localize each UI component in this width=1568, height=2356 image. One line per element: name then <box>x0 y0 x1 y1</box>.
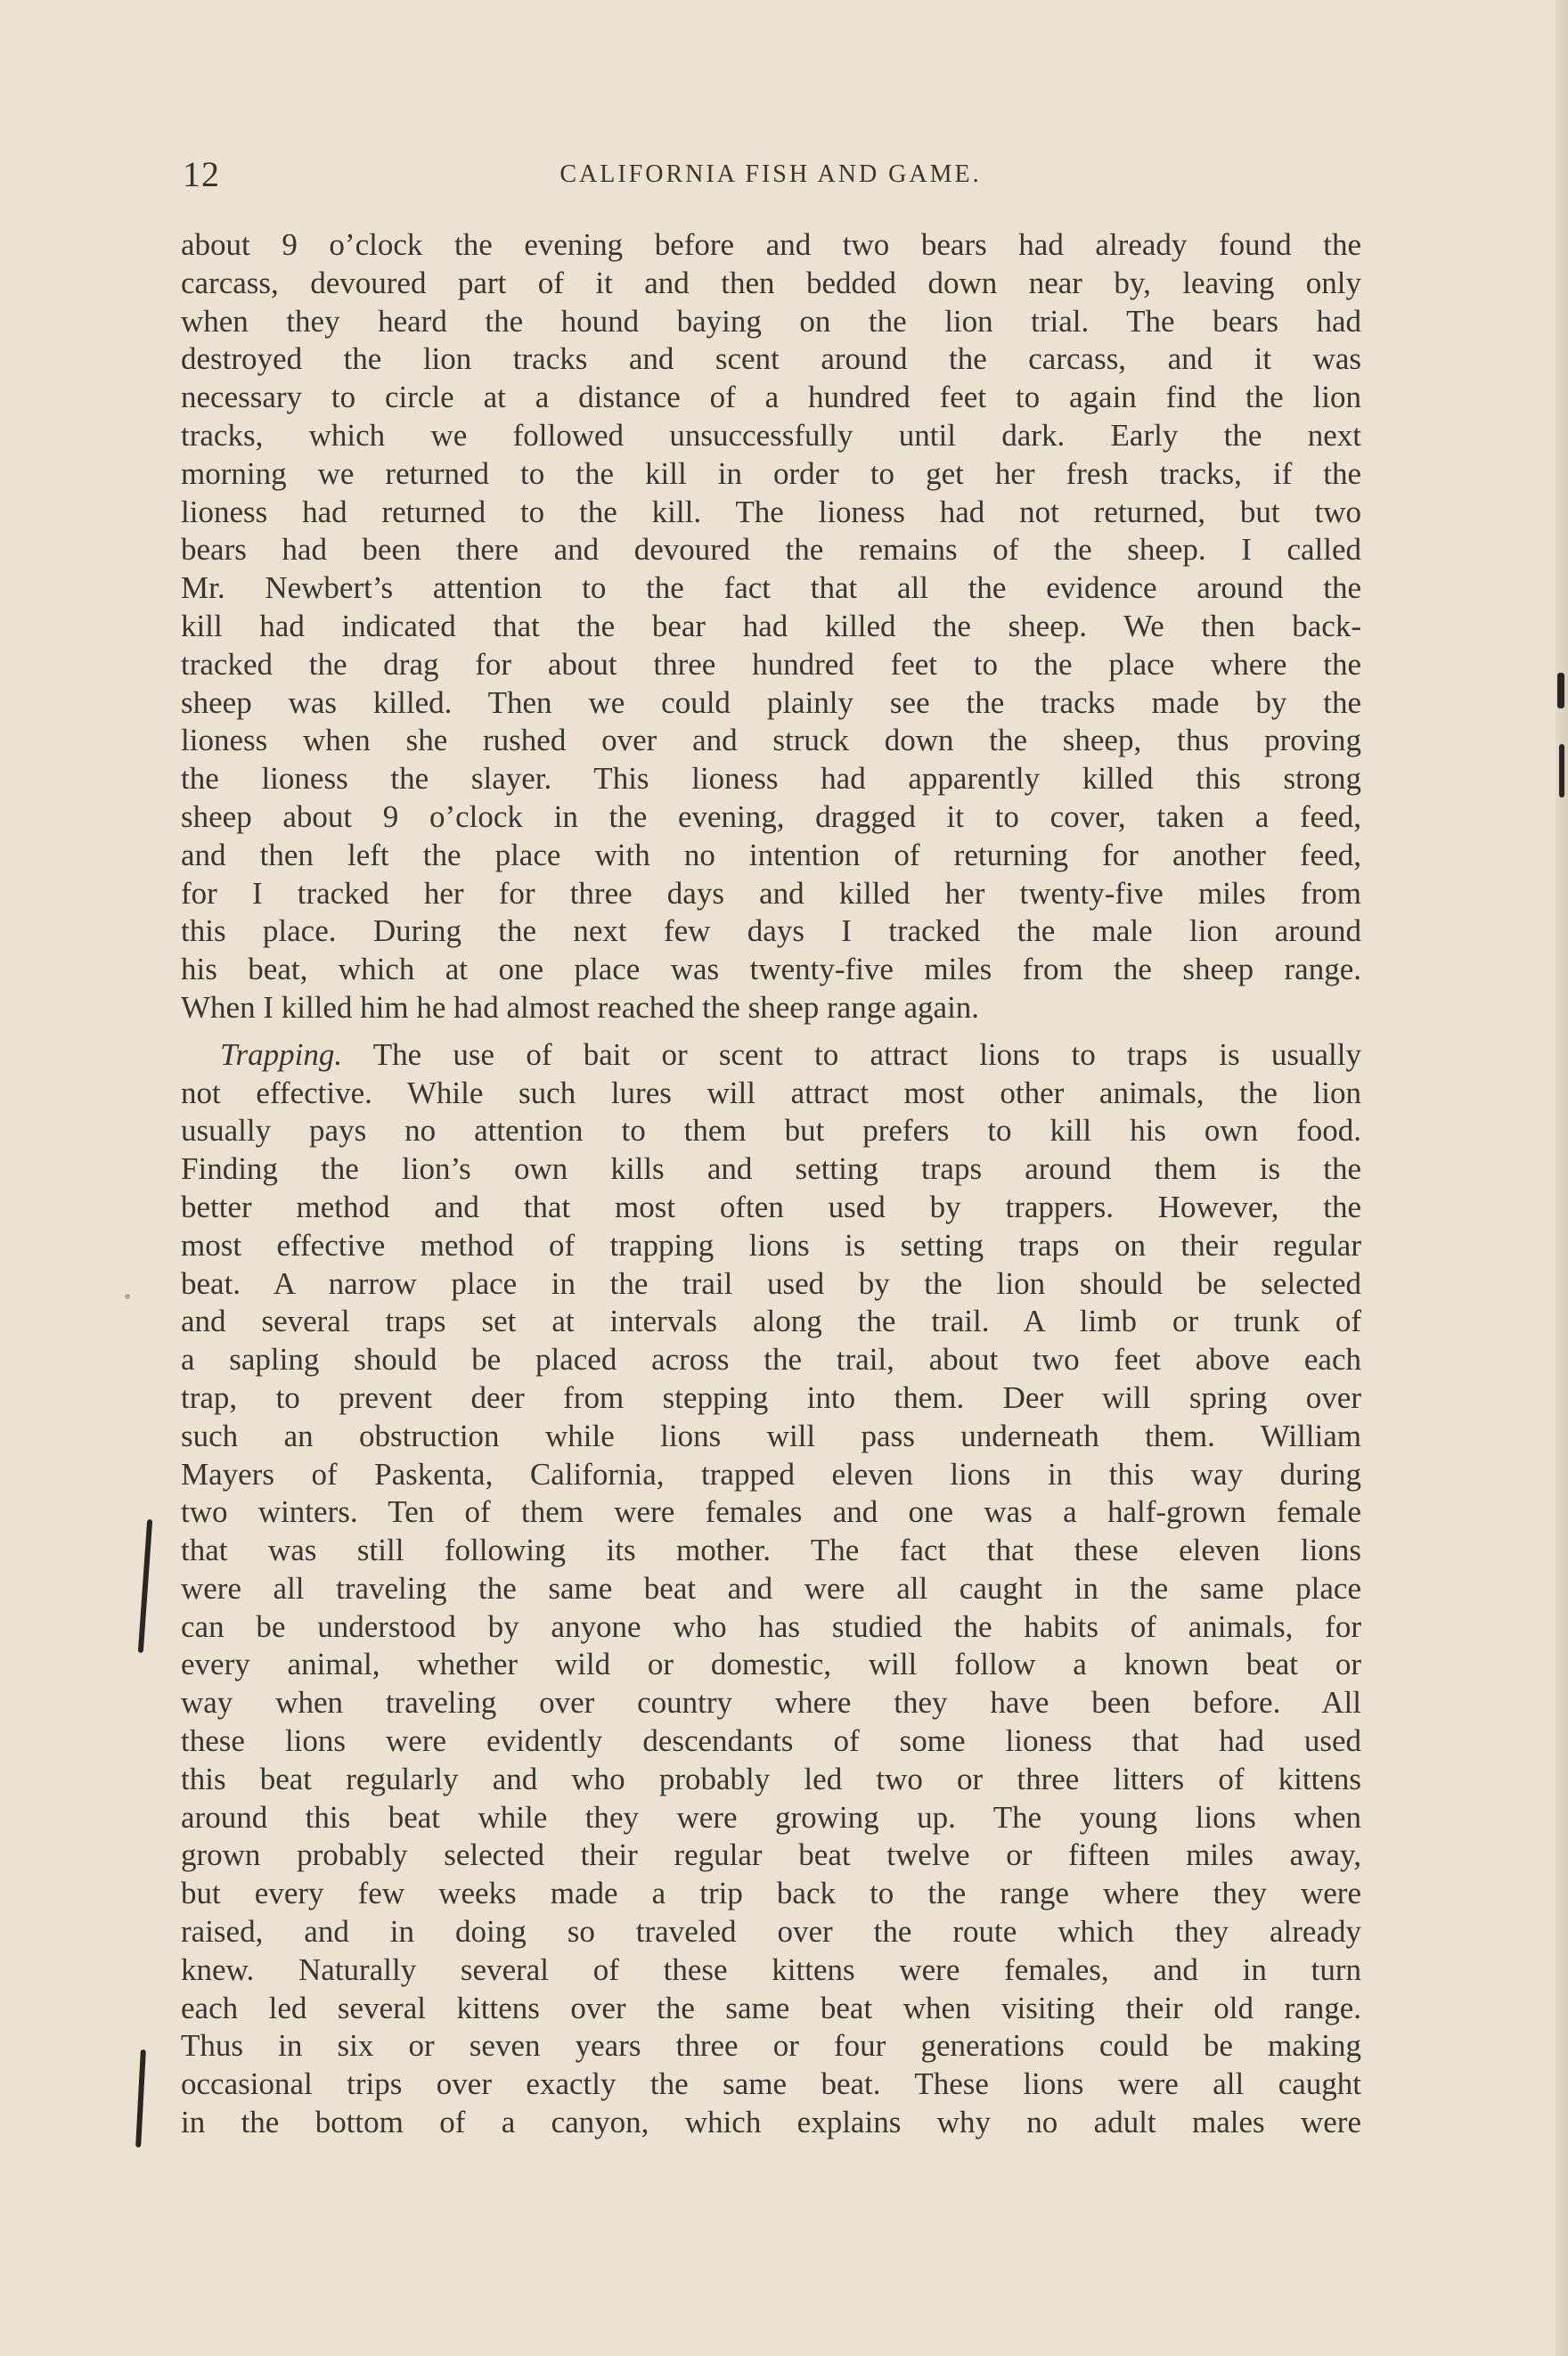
text-line: around this beat while they were growing up. The young lions when <box>181 1799 1361 1835</box>
text-line: raised, and in doing so traveled over the route which they already <box>181 1914 1361 1950</box>
text-line: can be understood by anyone who has studied the habits of animals, for <box>181 1608 1361 1644</box>
page-edge <box>1556 0 1568 2356</box>
text-line: and several traps set at intervals along the trail. A limb or trunk of <box>181 1304 1361 1339</box>
text-line <box>181 1036 1361 1075</box>
text-line: Finding the lion’s own kills and setting traps around them is the <box>181 1151 1361 1187</box>
margin-dot <box>125 1294 130 1299</box>
text-line: sheep about 9 o’clock in the evening, dragged it to cover, taken a feed, <box>181 798 1361 834</box>
text-line: most effective method of trapping lions is setting traps on their regular <box>181 1227 1361 1263</box>
text-line: sheep was killed. Then we could plainly see the tracks made by the <box>181 684 1361 720</box>
text-line: tracks, which we followed unsuccessfully until dark. Early the next <box>181 417 1361 453</box>
page-header <box>183 153 1359 198</box>
running-head: CALIFORNIA FISH AND GAME. <box>559 160 982 188</box>
text-line: morning we returned to the kill in order to get her fresh tracks, if the <box>181 455 1361 491</box>
text-line: way when traveling over country where they have been before. All <box>181 1685 1361 1721</box>
text-line: about 9 o’clock the evening before and two bears had already found the <box>181 227 1361 262</box>
body-text <box>181 226 1361 2142</box>
text-line: Thus in six or seven years three or four generations could be making <box>181 2028 1361 2064</box>
text-line: Mayers of Paskenta, California, trapped eleven lions in this way during <box>181 1456 1361 1492</box>
page-number: 12 <box>183 154 220 194</box>
text-line: his beat, which at one place was twenty-five miles from the sheep range. <box>181 952 1361 987</box>
text-line: this beat regularly and who probably led two or three litters of kittens <box>181 1761 1361 1796</box>
text-line: a sapling should be placed across the trail, about two feet above each <box>181 1342 1361 1378</box>
text-line: when they heard the hound baying on the lion trial. The bears had <box>181 303 1361 339</box>
text-line: better method and that most often used by trappers. However, the <box>181 1189 1361 1224</box>
text-line: lioness had returned to the kill. The lioness had not returned, but two <box>181 494 1361 529</box>
text-line-rest: The use of bait or scent to attract lions to traps is usually <box>372 1036 1361 1072</box>
text-line: grown probably selected their regular beat twelve or fifteen miles away, <box>181 1837 1361 1873</box>
text-line: knew. Naturally several of these kittens were females, and in turn <box>181 1951 1361 1987</box>
text-line: two winters. Ten of them were females and one was a half-grown female <box>181 1494 1361 1530</box>
text-line: kill had indicated that the bear had killed the sheep. We then back- <box>181 608 1361 643</box>
text-line: were all traveling the same beat and were all caught in the same place <box>181 1570 1361 1606</box>
margin-mark-lower <box>135 2049 146 2147</box>
text-line: trap, to prevent deer from stepping into them. Deer will spring over <box>181 1379 1361 1415</box>
text-line: destroyed the lion tracks and scent around the carcass, and it was <box>181 341 1361 377</box>
text-line: occasional trips over exactly the same beat. These lions were all caught <box>181 2066 1361 2102</box>
text-line: these lions were evidently descendants of some lioness that had used <box>181 1723 1361 1759</box>
paragraph-trapping <box>181 1036 1361 2142</box>
text-line: that was still following its mother. The fact that these eleven lions <box>181 1533 1361 1568</box>
margin-mark-upper <box>138 1519 152 1653</box>
text-line: for I tracked her for three days and killed her twenty-five miles from <box>181 875 1361 911</box>
paragraph-1 <box>181 226 1361 1027</box>
text-line: not effective. While such lures will attract most other animals, the lion <box>181 1075 1361 1110</box>
text-line: and then left the place with no intention of returning for another feed, <box>181 837 1361 872</box>
text-line: such an obstruction while lions will pass underneath them. William <box>181 1418 1361 1453</box>
text-line: beat. A narrow place in the trail used by the lion should be selected <box>181 1265 1361 1301</box>
section-heading-trapping: Trapping. <box>220 1036 343 1072</box>
text-line: the lioness the slayer. This lioness had apparently killed this strong <box>181 761 1361 797</box>
text-line: carcass, devoured part of it and then bedded down near by, leaving only <box>181 265 1361 300</box>
edge-mark-1 <box>1557 673 1564 708</box>
text-line: When I killed him he had almost reached the sheep range again. <box>181 989 980 1025</box>
text-line: tracked the drag for about three hundred feet to the place where the <box>181 646 1361 682</box>
text-line: Mr. Newbert’s attention to the fact that all the evidence around the <box>181 570 1361 606</box>
text-line: usually pays no attention to them but prefers to kill his own food. <box>181 1113 1361 1149</box>
text-line: but every few weeks made a trip back to the range where they were <box>181 1876 1361 1911</box>
text-line: each led several kittens over the same beat when visiting their old range. <box>181 1990 1361 2025</box>
edge-mark-2 <box>1559 744 1564 798</box>
text-line: lioness when she rushed over and struck down the sheep, thus proving <box>181 723 1361 758</box>
text-line: this place. During the next few days I tracked the male lion around <box>181 913 1361 949</box>
text-line: necessary to circle at a distance of a hundred feet to again find the lion <box>181 380 1361 415</box>
text-line: every animal, whether wild or domestic, will follow a known beat or <box>181 1647 1361 1682</box>
text-line: in the bottom of a canyon, which explains why no adult males were <box>181 2105 1361 2140</box>
text-line: bears had been there and devoured the remains of the sheep. I called <box>181 532 1361 568</box>
